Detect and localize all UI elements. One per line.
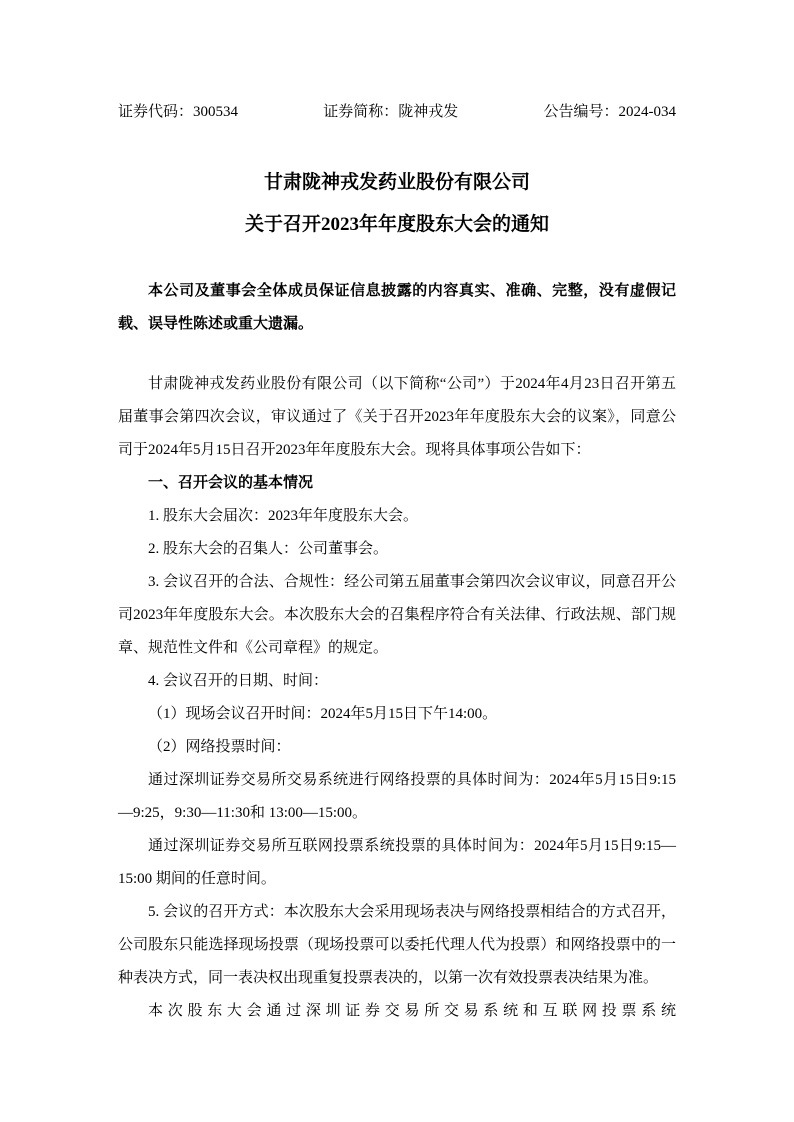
item-online-voting-time: （2）网络投票时间： — [148, 739, 291, 755]
item-trading-system-voting-time: 通过深圳证券交易所交易系统进行网络投票的具体时间为：2024年5月15日9:15—9:25，9:30—11:30和 13:00—15:00。 — [118, 772, 676, 821]
item-internet-system-voting-time: 通过深圳证券交易所互联网投票系统投票的具体时间为：2024年5月15日9:15—15:00 期间的任意时间。 — [118, 838, 676, 887]
document-header — [118, 96, 676, 129]
document-body — [118, 368, 676, 1028]
company-title: 甘肃陇神戎发药业股份有限公司 — [263, 172, 530, 193]
paragraph-voting-systems: 本次股东大会通过深圳证券交易所交易系统和互联网投票系统 — [148, 1003, 676, 1019]
item-date-time: 4. 会议召开的日期、时间： — [148, 673, 329, 689]
announcement-number: 公告编号：2024-034 — [543, 104, 676, 120]
notice-title: 关于召开2023年年度股东大会的通知 — [244, 214, 549, 235]
item-legality: 3. 会议召开的合法、合规性：经公司第五届董事会第四次会议审议，同意召开公司2023年年度股东大会。本次股东大会的召集程序符合有关法律、行政法规、部门规章、规范性文件和《公司章程》的规定。 — [118, 574, 676, 656]
section-heading-basic-info: 一、召开会议的基本情况 — [148, 475, 314, 491]
item-convener: 2. 股东大会的召集人：公司董事会。 — [148, 541, 389, 557]
disclaimer-paragraph: 本公司及董事会全体成员保证信息披露的内容真实、准确、完整，没有虚假记载、误导性陈述或重大遗漏。 — [118, 283, 676, 332]
stock-code: 证券代码：300534 — [118, 104, 239, 120]
item-meeting-method: 5. 会议的召开方式：本次股东大会采用现场表决与网络投票相结合的方式召开，公司股东只能选择现场投票（现场投票可以委托代理人代为投票）和网络投票中的一种表决方式，同一表决权出现重复投票表决的，以第一次有效投票表决结果为准。 — [118, 904, 676, 986]
stock-short-name: 证券简称：陇神戎发 — [323, 104, 459, 120]
item-meeting-session: 1. 股东大会届次：2023年年度股东大会。 — [148, 508, 419, 524]
paragraph-intro: 甘肃陇神戎发药业股份有限公司（以下简称“公司”）于2024年4月23日召开第五届董事会第四次会议，审议通过了《关于召开2023年年度股东大会的议案》，同意公司于2024年5月15日召开2023年年度股东大会。现将具体事项公告如下： — [118, 376, 676, 458]
item-onsite-meeting-time: （1）现场会议召开时间：2024年5月15日下午14:00。 — [148, 706, 498, 722]
